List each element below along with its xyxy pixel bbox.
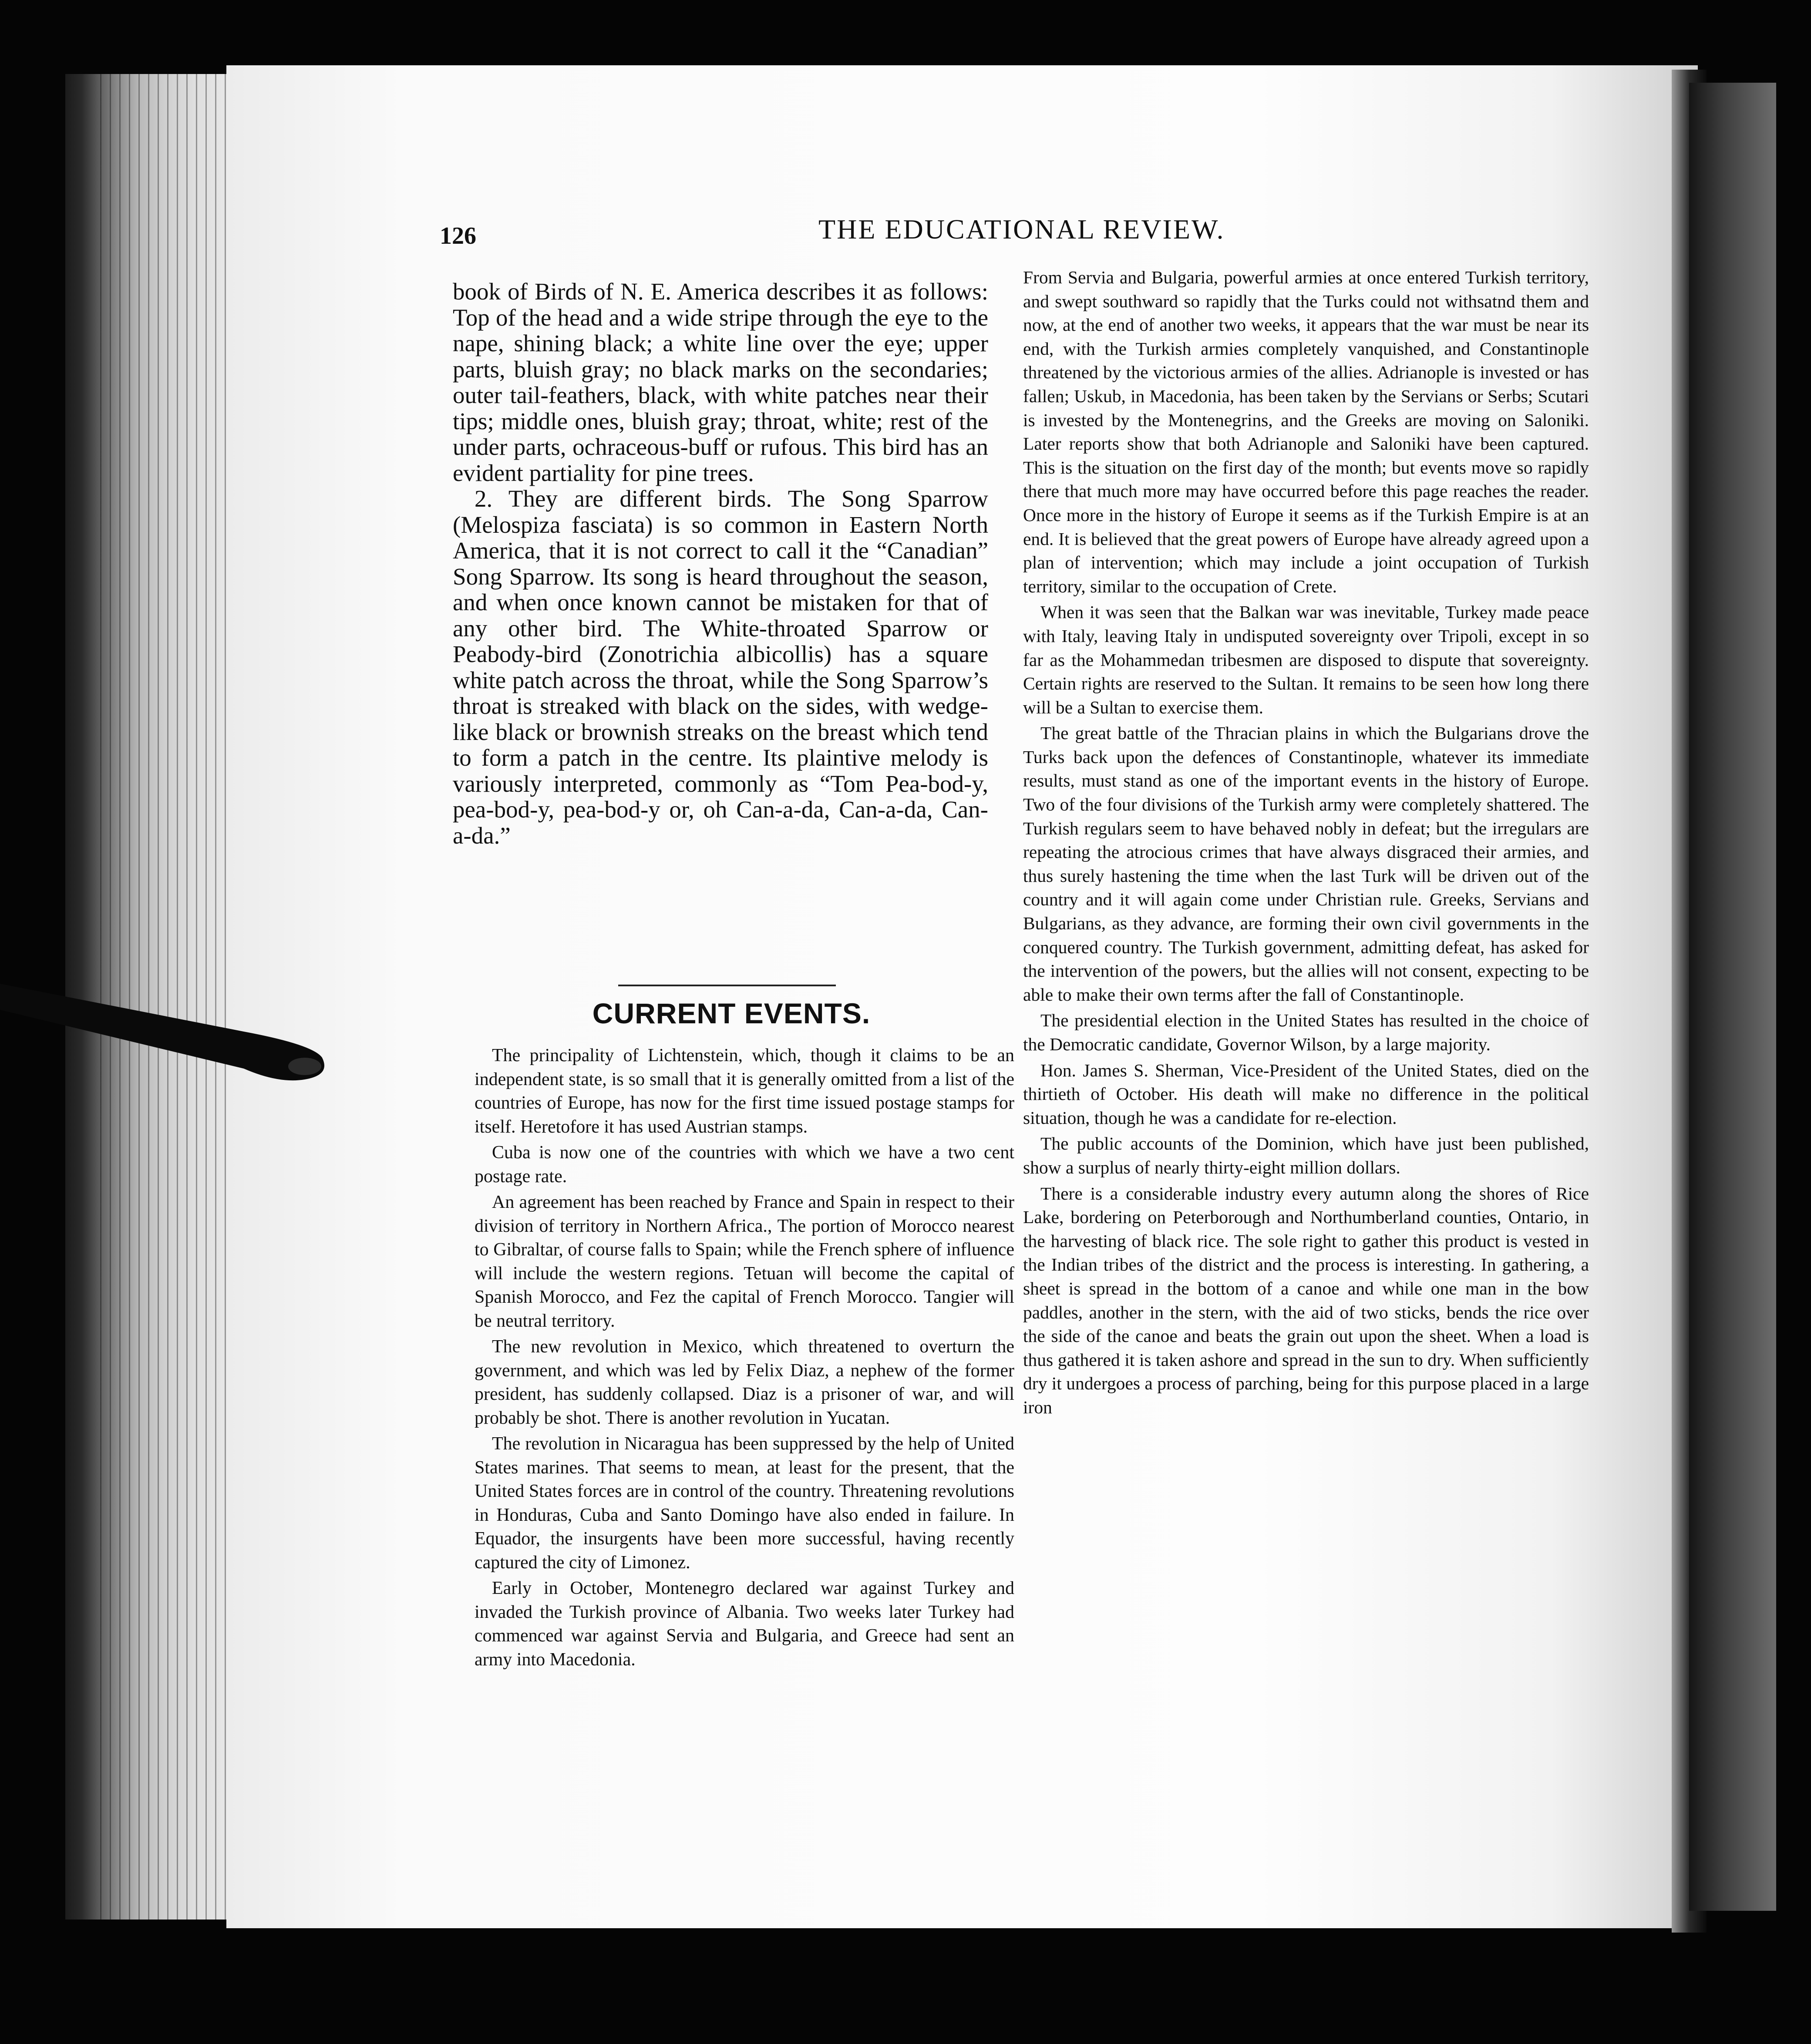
news-paragraph: The principality of Lichtenstein, which, though it claims to be an independent state, is so small that it is generally omitted from a list of the countries of Europe, has now for the first time issued postage stamps for itself. Heretofore it has used Austrian stamps. bbox=[475, 1046, 1014, 1137]
facing-page-edge bbox=[1689, 83, 1776, 1911]
news-paragraph: When it was seen that the Balkan war was inevitable, Turkey made peace with Italy, leaving Italy in undisputed sovereignty over Tripoli, except in so far as the Mohammedan tribesmen are disposed to dispute that sovereignty. Certain rights are reserved to the Sultan. It remains to be seen how long there will be a Sultan to exercise them. bbox=[1023, 602, 1589, 717]
news-paragraph: An agreement has been reached by France and Spain in respect to their division of territory in Northern Africa., The portion of Morocco nearest to Gibraltar, of course falls to Spain; while the French sphere of influence will include the western regions. Tetuan will become the capital of Spanish Morocco, and Fez the capital of French Morocco. Tangier will be neutral territory. bbox=[475, 1192, 1014, 1331]
news-paragraph: Hon. James S. Sherman, Vice-President of the United States, died on the thirtieth of October. His death will make no difference in the political situation, though he was a candidate for re-election. bbox=[1023, 1060, 1589, 1128]
news-paragraph: The great battle of the Thracian plains in which the Bulgarians drove the Turks back upon the defences of Constantinople, whatever its immediate results, must stand as one of the important events in the history of Europe. Two of the four divisions of the Turkish army were completely shattered. The Turkish regulars seem to have behaved nobly in defeat; but the irregulars are repeating the atrocious crimes that have always disgraced their armies, and thus surely hastening the time when the last Turk will be driven out of the country and it will again come under Christian rule. Greeks, Servians and Bulgarians, as they advance, are forming their own civil governments in the conquered country. The Turkish government, admitting defeat, has asked for the intervention of the powers, but the allies will not consent, expecting to be able to make their own terms after the fall of Constantinople. bbox=[1023, 723, 1589, 1005]
news-paragraph: From Servia and Bulgaria, powerful armies at once entered Turkish territory, and swept southward so rapidly that the Turks could not withsatnd them and now, at the end of another two weeks, it appears that the war must be near its end, with the Turkish armies completely vanquished, and Constantinople threatened by the victorious armies of the allies. Adrianople is invested or has fallen; Uskub, in Macedonia, has been taken by the Servians or Serbs; Scutari is invested by the Montenegrins, and the Greeks are moving on Saloniki. Later reports show that both Adrianople and Saloniki have been captured. This is the situation on the first day of the month; but events move so rapidly there that much more may have occurred before this page reaches the reader. Once more in the history of Europe it seems as if the Turkish Empire is at an end. It is believed that the great powers of Europe have already agreed upon a plan of intervention; which may include a joint occupation of Turkish territory, similar to the occupation of Crete. bbox=[1023, 267, 1589, 596]
news-paragraph: The revolution in Nicaragua has been suppressed by the help of United States marines. That seems to mean, at least for the present, that the United States forces are in control of the country. Threatening revolutions in Honduras, Cuba and Santo Domingo have also ended in failure. In Equador, the insurgents have been more successful, having recently captured the city of Limonez. bbox=[475, 1434, 1014, 1573]
section-divider-rule bbox=[618, 985, 836, 986]
news-paragraph: Cuba is now one of the countries with which we have a two cent postage rate. bbox=[475, 1143, 1014, 1187]
left-column-current-events bbox=[475, 1044, 1014, 1674]
news-paragraph: The presidential election in the United States has resulted in the choice of the Democratic candidate, Governor Wilson, by a large majority. bbox=[1023, 1010, 1589, 1054]
news-paragraph: The public accounts of the Dominion, which have just been published, show a surplus of nearly thirty-eight million dollars. bbox=[1023, 1133, 1589, 1177]
paragraph-song-sparrow: 2. They are different birds. The Song Sparrow (Melospiza fasciata) is so common in Eastern North America, that it is not correct to call it the “Canadian” Song Sparrow. Its song is heard throughout the season, and when once known cannot be mistaken for that of any other bird. The White-throated Sparrow or Peabody-bird (Zonotrichia albicollis) has a square white patch across the throat, while the Song Sparrow’s throat is streaked with black on the sides, with wedge-like black or brownish streaks on the breast which tend to form a patch in the centre. Its plaintive melody is variously interpreted, commonly as “Tom Pea-bod-y, pea-bod-y, pea-bod-y or, oh Can-a-da, Can-a-da, Can-a-da.” bbox=[453, 485, 988, 849]
paragraph-bird-description: book of Birds of N. E. America describes it as follows: Top of the head and a wide stripe through the eye to the nape, shining black; a white line over the eye; upper parts, bluish gray; no black marks on the secondaries; outer tail-feathers, black, with white patches near their tips; middle ones, bluish gray; throat, white; rest of the under parts, ochraceous-buff or rufous. This bird has an evident partiality for pine trees. bbox=[453, 278, 988, 486]
journal-title: THE EDUCATIONAL REVIEW. bbox=[818, 214, 1225, 245]
news-paragraph: Early in October, Montenegro declared war against Turkey and invaded the Turkish province of Albania. Two weeks later Turkey had commenced war against Servia and Bulgaria, and Greece had sent an army into Macedonia. bbox=[475, 1578, 1014, 1670]
right-column-current-events bbox=[1023, 266, 1589, 1422]
page-number: 126 bbox=[440, 222, 476, 249]
section-heading-current-events: CURRENT EVENTS. bbox=[592, 997, 871, 1029]
running-header bbox=[440, 213, 1659, 248]
news-paragraph: There is a considerable industry every autumn along the shores of Rice Lake, bordering on Peterborough and Northumberland counties, Ontario, in the harvesting of black rice. The sole right to gather this product is vested in the Indian tribes of the district and the process is interesting. In gathering, a sheet is spread in the bottom of a canoe and while one man in the bow paddles, another in the stern, with the aid of two sticks, bends the rice over the side of the canoe and beats the grain out upon the sheet. When a load is thus gathered it is taken ashore and spread in the sun to dry. When sufficiently dry it undergoes a process of parching, being for this purpose placed in a large iron bbox=[1023, 1183, 1589, 1417]
book-page-edge-lines bbox=[100, 74, 231, 1920]
left-column-bird-text bbox=[453, 279, 988, 848]
news-paragraph: The new revolution in Mexico, which threatened to overturn the government, and which was led by Felix Diaz, a nephew of the former president, has suddenly collapsed. Diaz is a prisoner of war, and will probably be shot. There is another revolution in Yucatan. bbox=[475, 1337, 1014, 1428]
